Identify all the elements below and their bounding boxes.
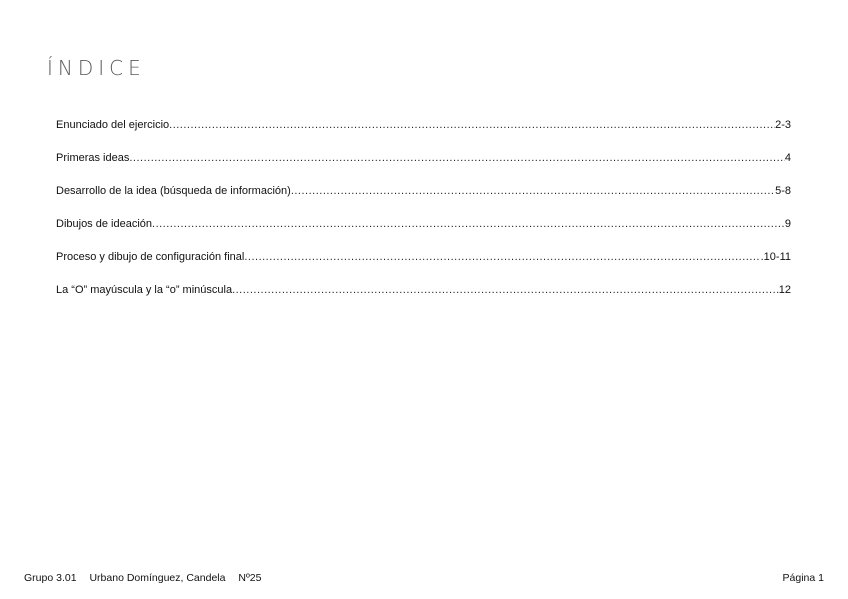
toc-entry-label: La “O” mayúscula y la “o” minúscula xyxy=(56,284,233,296)
dot-leader xyxy=(291,184,775,198)
toc-entry xyxy=(56,217,791,250)
toc-entry-page: .10-11 xyxy=(760,251,791,263)
toc-entry xyxy=(56,184,791,217)
footer-author-info xyxy=(24,572,262,585)
footer-group: Grupo 3.01 xyxy=(24,572,77,584)
table-of-contents xyxy=(56,118,791,316)
footer-number: Nº25 xyxy=(238,572,262,584)
footer-page-number: Página 1 xyxy=(782,572,824,584)
page-title: ÍNDICE xyxy=(47,56,146,80)
toc-entry xyxy=(56,283,791,316)
toc-entry-page: 5-8 xyxy=(775,185,791,197)
toc-entry-page: 12 xyxy=(778,284,791,296)
toc-entry-label: Desarrollo de la idea (búsqueda de información) xyxy=(56,185,291,197)
toc-entry-label: Proceso y dibujo de configuración final xyxy=(56,251,245,263)
dot-leader xyxy=(129,151,785,165)
toc-entry-label: Dibujos de ideación xyxy=(56,218,153,230)
toc-entry-label: Enunciado del ejercicio xyxy=(56,119,170,131)
toc-entry-page: 2-3 xyxy=(775,119,791,131)
toc-entry xyxy=(56,250,791,283)
footer-author: Urbano Domínguez, Candela xyxy=(89,572,226,584)
dot-leader xyxy=(169,118,775,132)
page-footer xyxy=(24,572,824,585)
dot-leader xyxy=(152,217,785,231)
toc-entry-label: Primeras ideas xyxy=(56,152,130,164)
dot-leader xyxy=(232,283,779,297)
toc-entry xyxy=(56,118,791,151)
dot-leader xyxy=(244,250,760,264)
toc-entry-page: 9 xyxy=(784,218,791,230)
toc-entry-page: 4 xyxy=(784,152,791,164)
toc-entry xyxy=(56,151,791,184)
